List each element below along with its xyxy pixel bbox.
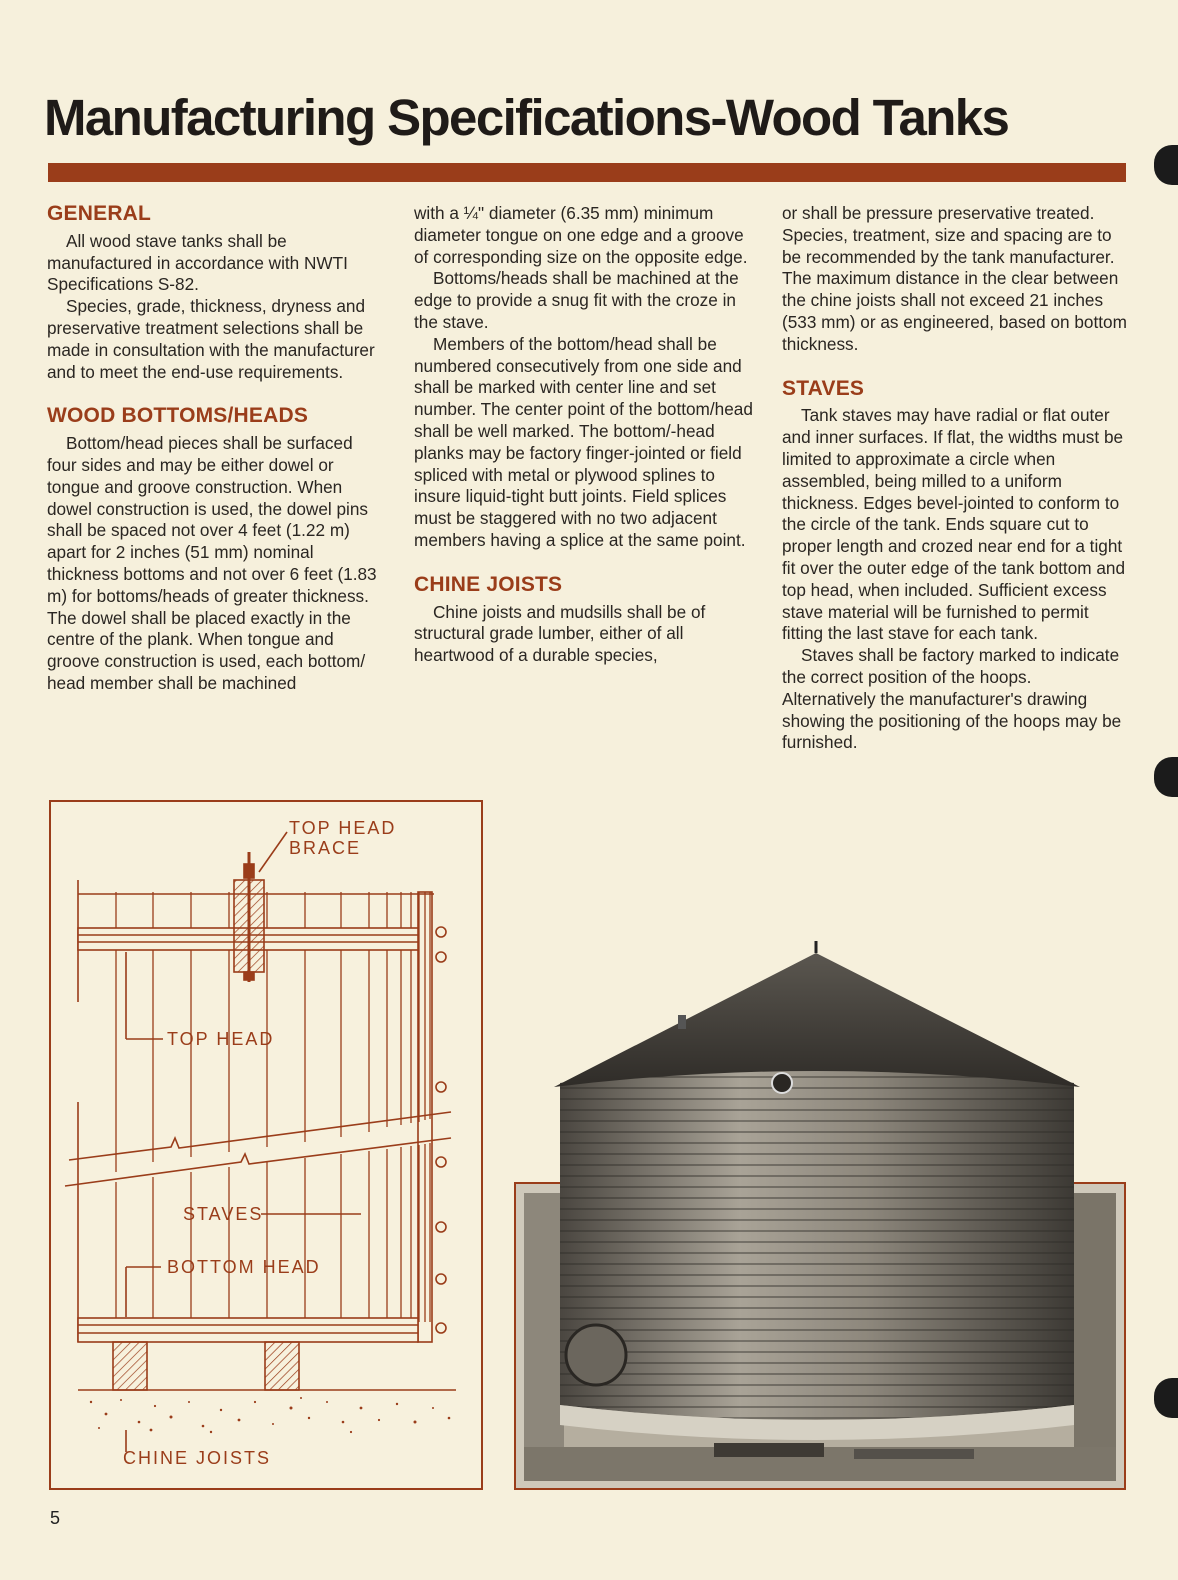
text-column-1	[47, 203, 387, 695]
section-heading-wood-bottoms: WOOD BOTTOMS/HEADS	[47, 404, 309, 428]
binder-hole	[1154, 1378, 1178, 1418]
label-bottom-head: BOTTOM HEAD	[167, 1257, 321, 1277]
page-title: Manufacturing Specifications-Wood Tanks	[44, 89, 1009, 146]
section-heading-general: GENERAL	[47, 202, 152, 225]
paragraph: or shall be pressure preservative treated. Species, treatment, size and spacing are to be recommended by the tank manufacturer. The maximum distance in the clear between the chine joists shall not exceed 21 inches (533 mm) or as engineered, based on bottom thickness.	[782, 203, 1127, 354]
label-top-head-brace-2: BRACE	[289, 838, 362, 858]
text-column-3	[782, 203, 1127, 754]
paragraph: Chine joists and mudsills shall be of structural grade lumber, either of all heartwood of a durable species,	[414, 601, 706, 666]
page-number: 5	[50, 1508, 61, 1528]
tank-cross-section-diagram	[49, 800, 483, 1490]
paragraph: Bottom/head pieces shall be surfaced four sides and may be either dowel or tongue and groove construction. When dowel construction is used, the dowel pins shall be spaced not over 4 feet (1.22 m) apart for 2 inches (51 mm) nominal thickness bottoms and not over 6 feet (1.83 m) for bottoms/heads of greater thickness. The dowel shall be placed exactly in the centre of the plank. When tongue and groove construction is used, each bottom/ head member shall be machined	[47, 433, 377, 693]
paragraph: Members of the bottom/head shall be numbered consecutively from one side and shall be marked with center line and set number. The center point of the bottom/head shall be well marked. The bottom/-head planks may be factory finger-jointed or field spliced with metal or plywood splines to insure liquid-tight butt joints. Field splices must be staggered with no two adjacent members having a splice at the same point.	[414, 333, 753, 550]
paragraph: Species, grade, thickness, dryness and preservative treatment selections shall be made in consultation with the manufacturer and to meet the end-use requirements.	[47, 296, 375, 382]
label-staves: STAVES	[183, 1204, 264, 1224]
paragraph: Staves shall be factory marked to indicate the correct position of the hoops. Alternatively the manufacturer's drawing showing the positioning of the hoops may be furnished.	[782, 645, 1122, 753]
paragraph: with a ¼" diameter (6.35 mm) minimum diameter tongue on one edge and a groove of corresponding size on the opposite edge.	[414, 203, 748, 267]
label-chine-joists: CHINE JOISTS	[123, 1448, 272, 1468]
section-heading-chine-joists: CHINE JOISTS	[414, 572, 563, 596]
binder-hole	[1154, 757, 1178, 797]
paragraph: Bottoms/heads shall be machined at the edge to provide a snug fit with the croze in the stave.	[414, 268, 739, 332]
label-top-head-brace-1: TOP HEAD	[289, 818, 397, 838]
paragraph: All wood stave tanks shall be manufactured in accordance with NWTI Specifications S-82.	[47, 230, 348, 295]
paragraph: Tank staves may have radial or flat outer and inner surfaces. If flat, the widths must be limited to approximate a circle when assembled, being milled to a uniform thickness. Edges bevel-jointed to conform to the circle of the tank. Ends square cut to proper length and crozed near end for a tight fit over the outer edge of the tank bottom and top head, when included. Sufficient excess stave material will be furnished to permit fitting the last stave for each tank.	[782, 405, 1126, 644]
title-rule	[48, 163, 1126, 182]
binder-hole	[1154, 145, 1178, 185]
wood-tank-photo	[514, 935, 1126, 1491]
diagram-drawing	[51, 802, 481, 1488]
label-top-head: TOP HEAD	[167, 1029, 275, 1049]
text-column-2	[414, 203, 760, 667]
section-heading-staves: STAVES	[782, 376, 865, 400]
gravel-pattern	[90, 1397, 451, 1433]
